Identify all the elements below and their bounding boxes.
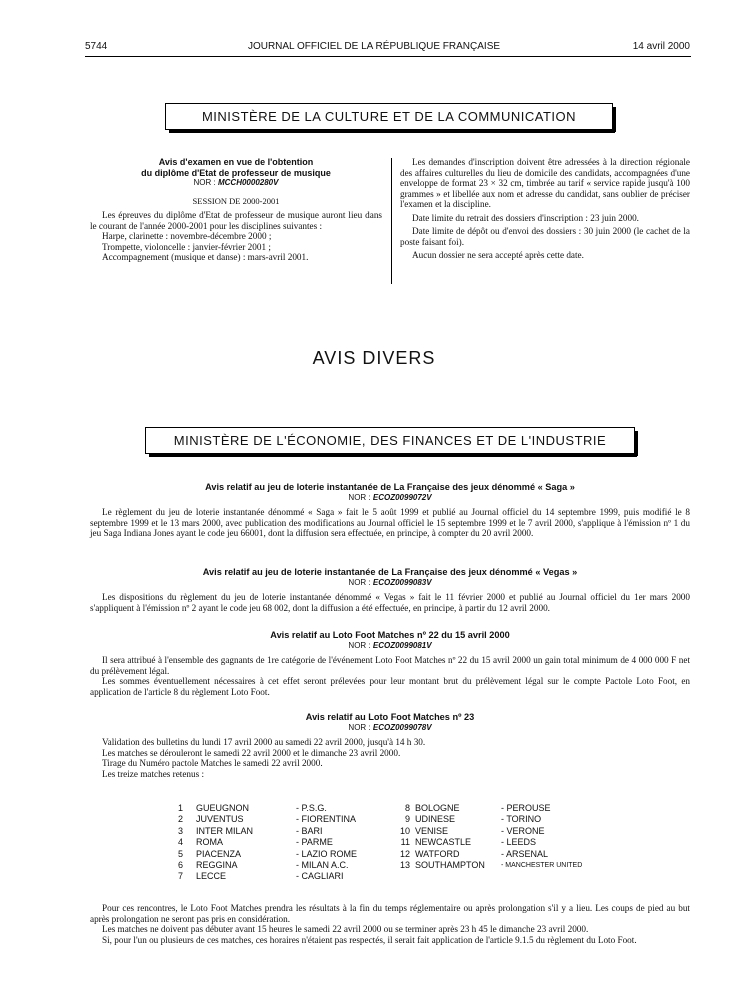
match-number: 13 xyxy=(399,860,410,871)
match-home: NEWCASTLE xyxy=(415,837,472,848)
match-away: - TORINO xyxy=(501,814,542,825)
loto22-p2: Les sommes éventuellement nécessaires à cet effet seront prélevées pour leur montant brut du prélèvement légal sur le compte Pactole Loto Foot, en application de l'article 8 du règlement Loto Foot. xyxy=(90,676,690,697)
match-away: - ARSENAL xyxy=(501,848,549,859)
match-home: BOLOGNE xyxy=(415,803,460,813)
match-away: - P.S.G. xyxy=(296,803,327,813)
table-row xyxy=(178,814,598,825)
ministry-economy-heading: MINISTÈRE DE L'ÉCONOMIE, DES FINANCES ET DE L'INDUSTRIE xyxy=(145,427,635,454)
vegas-body: Les dispositions du règlement du jeu de loterie instantanée dénommé « Vegas » fait le 11 février 2000 et publié au Journal officiel du 1er mars 2000 s'appliquent à l'émission nº 2 ayant le code jeu 68 002, dont la diffusion a été effectuée, en principe, à partir du 12 avril 2000. xyxy=(90,592,690,613)
loto23-notice xyxy=(90,712,690,779)
loto23-l3: Tirage du Numéro pactole Matches le samedi 22 avril 2000. xyxy=(102,758,323,768)
match-number: 1 xyxy=(178,803,184,813)
exam-line-2: Trompette, violoncelle : janvier-février 2001 ; xyxy=(102,241,271,252)
saga-body: Le règlement du jeu de loterie instantanée dénommé « Saga » fait le 5 août 1999 et publié au Journal officiel du 14 septembre 1999, puis modifié le 8 septembre 1999 et le 13 mars 2000, avec publication des modifications au Journal officiel le 15 septembre 1999 et le 7 avril 2000, s'applique à l'émission nº 1 du jeu Saga Indiana Jones ayant le code jeu 66001, dont la diffusion sera effectuée, en principe, à compter du 20 avril 2000. xyxy=(90,507,690,538)
match-away: - PEROUSE xyxy=(501,803,551,813)
match-away: - FIORENTINA xyxy=(296,814,356,825)
exam-right-p4: Aucun dossier ne sera accepté après cette date. xyxy=(412,250,584,260)
match-home xyxy=(415,871,501,882)
vegas-nor: NOR : ECOZ0099083V xyxy=(348,577,432,587)
exam-notice-title-2: du diplôme d'Etat de professeur de musique xyxy=(141,167,331,178)
table-row xyxy=(178,803,598,814)
match-home: JUVENTUS xyxy=(196,814,244,825)
match-number: 6 xyxy=(178,860,184,871)
exam-notice-title-1: Avis d'examen en vue de l'obtention xyxy=(158,157,314,167)
match-away: - BARI xyxy=(296,825,323,836)
match-away: - LEEDS xyxy=(501,837,537,848)
match-away: - LAZIO ROME xyxy=(296,848,358,859)
saga-title: Avis relatif au jeu de loterie instantanée de La Française des jeux dénommé « Saga » xyxy=(205,482,575,492)
exam-line-1: Harpe, clarinette : novembre-décembre 2000 ; xyxy=(102,231,272,241)
loto23-l1: Validation des bulletins du lundi 17 avril 2000 au samedi 22 avril 2000, jusqu'à 14 h 30. xyxy=(102,737,426,747)
saga-nor: NOR : ECOZ0099072V xyxy=(348,492,432,502)
match-home: UDINESE xyxy=(415,814,456,825)
loto23-closing xyxy=(90,903,690,945)
match-number: 7 xyxy=(178,871,184,882)
match-away: - PARME xyxy=(296,837,333,848)
exam-line-3: Accompagnement (musique et danse) : mars-avril 2001. xyxy=(102,252,309,262)
match-number: 12 xyxy=(399,848,410,859)
loto23-l2: Les matches se dérouleront le samedi 22 avril 2000 et le dimanche 23 avril 2000. xyxy=(102,747,401,758)
vegas-notice xyxy=(90,567,690,613)
match-home: GUEUGNON xyxy=(196,803,250,813)
loto23-end-3: Si, pour l'un ou plusieurs de ces matches, ces horaires n'étaient pas respectés, il serait fait application de l'article 9.1.5 du règlement du Loto Foot. xyxy=(102,934,637,945)
match-number: 3 xyxy=(178,825,184,836)
saga-notice xyxy=(90,482,690,539)
match-number: 2 xyxy=(178,814,184,825)
table-row xyxy=(178,849,598,860)
match-number: 4 xyxy=(178,837,184,848)
exam-notice-left-column xyxy=(90,157,382,263)
journal-title: JOURNAL OFFICIEL DE LA RÉPUBLIQUE FRANÇAISE xyxy=(247,41,501,52)
match-away: - CAGLIARI xyxy=(296,871,344,882)
exam-right-p2: Date limite du retrait des dossiers d'inscription : 23 juin 2000. xyxy=(412,212,639,223)
match-home: LECCE xyxy=(196,871,227,882)
match-home: PIACENZA xyxy=(196,848,242,859)
exam-notice-nor: NOR : MCCH0000280V xyxy=(193,178,279,187)
match-number: 11 xyxy=(400,837,410,848)
exam-right-p1: Les demandes d'inscription doivent être adressées à la direction régionale des affaires culturelles du lieu de domicile des candidats, accompagnées d'une enveloppe de format 23 × 32 cm, timbrée au tarif « service rapide jusqu'à 100 grammes » et libellée aux nom et adresse du candidat, sans oublier de préciser l'examen et la discipline. xyxy=(400,157,690,209)
match-number: 10 xyxy=(399,825,410,836)
header-rule xyxy=(85,56,691,57)
loto23-end-2: Les matches ne doivent pas débuter avant 15 heures le samedi 22 avril 2000 ou se terminer après 23 h 45 le dimanche 23 avril 2000. xyxy=(102,924,589,934)
match-number: 5 xyxy=(178,848,184,859)
table-row xyxy=(178,871,598,882)
match-home: REGGINA xyxy=(196,860,238,871)
match-number: 8 xyxy=(404,803,410,813)
avis-divers-heading: AVIS DIVERS xyxy=(312,348,436,368)
column-divider xyxy=(391,158,392,284)
matches-table xyxy=(178,803,598,883)
match-home: SOUTHAMPTON xyxy=(415,860,485,871)
exam-session: SESSION DE 2000-2001 xyxy=(192,195,280,206)
match-away: - MANCHESTER UNITED xyxy=(501,862,583,870)
match-away: - VERONE xyxy=(501,825,545,836)
table-row xyxy=(178,826,598,837)
match-number: 9 xyxy=(404,814,410,825)
match-number xyxy=(392,871,415,882)
match-away xyxy=(501,871,593,882)
match-home: INTER MILAN xyxy=(196,825,254,836)
vegas-title: Avis relatif au jeu de loterie instantanée de La Française des jeux dénommé « Vegas » xyxy=(202,567,578,577)
loto23-end-1: Pour ces rencontres, le Loto Foot Matches prendra les résultats à la fin du temps réglementaire ou après prolongation s'il y a lieu. Les coups de pied au but après prolongation ne seront pas pris en considération. xyxy=(90,903,690,924)
loto22-notice xyxy=(90,630,690,697)
table-row xyxy=(178,860,598,871)
loto22-title: Avis relatif au Loto Foot Matches nº 22 du 15 avril 2000 xyxy=(270,630,510,640)
exam-intro: Les épreuves du diplôme d'Etat de professeur de musique auront lieu dans le courant de l'année 2000-2001 pour les disciplines suivantes : xyxy=(90,210,382,231)
loto23-nor: NOR : ECOZ0099078V xyxy=(348,722,432,732)
page-number: 5744 xyxy=(85,41,108,52)
match-home: VENISE xyxy=(415,825,449,836)
match-away: - MILAN A.C. xyxy=(296,860,349,871)
match-home: ROMA xyxy=(196,837,223,848)
loto22-p1: Il sera attribué à l'ensemble des gagnants de 1re catégorie de l'événement Loto Foot Matches nº 22 du 15 avril 2000 un gain total minimum de 4 000 000 F net du prélèvement légal. xyxy=(90,655,690,676)
loto23-title: Avis relatif au Loto Foot Matches nº 23 xyxy=(305,712,475,722)
ministry-culture-heading: MINISTÈRE DE LA CULTURE ET DE LA COMMUNICATION xyxy=(165,103,613,130)
loto23-l4: Les treize matches retenus : xyxy=(102,768,205,779)
table-row xyxy=(178,837,598,848)
issue-date: 14 avril 2000 xyxy=(632,41,690,52)
match-home: WATFORD xyxy=(415,848,460,859)
exam-right-p3: Date limite de dépôt ou d'envoi des dossiers : 30 juin 2000 (le cachet de la poste faisant foi). xyxy=(400,226,690,247)
exam-notice-right-column xyxy=(400,157,690,264)
loto22-nor: NOR : ECOZ0099081V xyxy=(348,640,432,650)
